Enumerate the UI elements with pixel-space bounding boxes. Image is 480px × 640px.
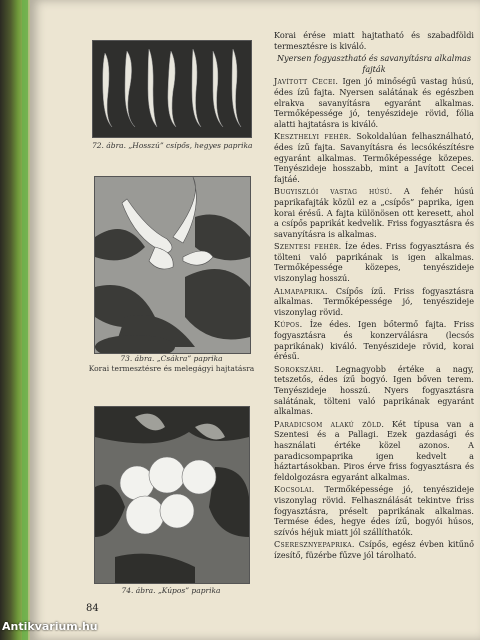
entry-text: Legnagyobb értéke a nagy, tetszetős, édes ízű bogyó. Igen bőven terem. Tenyészideje hosszú. Nyers fogyasztásra salátának, tölteni való paprikának egyaránt alkalmas. <box>274 363 474 417</box>
entry-sorokszari <box>274 364 474 417</box>
caption-fig73: 73. ábra. „Csákra” paprika <box>120 354 223 363</box>
photo-kupos-plant <box>94 406 250 584</box>
entry-keszthelyi-feher <box>274 131 474 184</box>
entry-name: Javított Cecei. <box>274 76 339 87</box>
entry-text: Termőképessége jó, tenyészideje viszonylag rövid. Felhasználását tekintve friss fogyasztásra, préselt paprikának alkalmas. Termése édes, hegye édes ízű, bogyói húsos, szívós héjuk miatt jól szállíthatók. <box>274 484 474 537</box>
text-column <box>274 30 474 563</box>
entry-name: Paradicsom alakú zöld. <box>274 418 385 429</box>
section-title: Nyersen fogyasztható és savanyításra alkalmas fajták <box>276 53 472 74</box>
entry-name: Kúpos. <box>274 319 303 330</box>
entry-text: Íze édes. Igen bőtermő fajta. Friss fogyasztásra és konzerválásra (lecsós paprikának) kiváló. Tenyészideje rövid, korai érésű. <box>274 319 475 362</box>
entry-paradicsom-alaku <box>274 419 474 483</box>
entry-name: Szentesi fehér. <box>274 241 342 252</box>
entry-kupos <box>274 319 474 361</box>
entry-javitott-cecei <box>274 76 474 129</box>
entry-name: Bugyiszlói vastag húsú. <box>274 186 393 197</box>
entry-text: Igen jó minőségű vastag húsú, édes ízű fajta. Nyersen salátának és egészben elrakva savanyításra egyaránt alkalmas. Termőképessége jó, tenyészideje rövid, fólia alatti hajtatásra is kiváló. <box>274 76 474 129</box>
page-number: 84 <box>86 603 99 614</box>
watermark: Antikvarium.hu <box>2 620 98 633</box>
entry-szentesi-feher <box>274 241 474 283</box>
caption-fig72: 72. ábra. „Hosszú” csípős, hegyes paprika <box>92 141 253 150</box>
entry-cseresznyepaprika <box>274 539 474 560</box>
photo-long-peppers <box>92 40 252 138</box>
entry-bugyiszloi <box>274 186 474 239</box>
kupos-illustration <box>95 407 249 583</box>
caption-fig73-sub: Korai termesztésre és melegágyi hajtatásra <box>88 364 255 373</box>
entry-text: A fehér húsú paprikafajták közül ez a „csípős” paprika, igen korai érésű. A fajta különösen ott keresett, ahol a csípős paprikát kedvelik. Friss fogyasztásra és savanyításra is alkalmas. <box>274 186 474 239</box>
entry-text: Két típusa van a Szentesi és a Pallagi. Ezek gazdasági és használati értéke közel azonos. A paradicsompaprika igen kedvelt a háztartásokban. Piros érve friss fogyasztásra és feldolgozásra egyaránt alkalmas. <box>274 418 474 482</box>
intro-paragraph: Korai érése miatt hajtatható és szabadföldi termesztésre is kiváló. <box>274 30 474 51</box>
csakra-illustration <box>95 177 250 353</box>
entry-text: Csípős, egész évben kitűnő ízesítő, füzérbe fűzve jól tárolható. <box>274 539 475 560</box>
entry-name: Almapaprika. <box>274 285 328 296</box>
photo-csakra-plant <box>94 176 251 354</box>
entry-name: Sorokszári. <box>274 363 324 374</box>
entry-almapaprika <box>274 286 474 318</box>
peppers-illustration <box>93 41 251 137</box>
entry-name: Cseresznyepaprika. <box>274 539 355 550</box>
green-page-edge <box>22 0 28 640</box>
entry-name: Kocsolai. <box>274 484 315 495</box>
caption-fig74: 74. ábra. „Kúpos” paprika <box>121 586 221 595</box>
entry-name: Keszthelyi fehér. <box>274 131 352 142</box>
entry-kocsolai <box>274 484 474 537</box>
book-page <box>30 0 480 640</box>
entry-text: Csípős ízű. Friss fogyasztásra alkalmas. Termőképessége jó, tenyészideje viszonylag rövid. <box>274 285 474 317</box>
entry-text: Sokoldalúan felhasználható, édes ízű fajta. Savanyításra és lecsókészítésre egyaránt alkalmas. Termőképessége közepes. Tenyészideje hosszabb, mint a Javított Cecei fajtáé. <box>274 131 474 184</box>
entry-text: Íze édes. Friss fogyasztásra és tölteni való paprikának is igen alkalmas. Termőképessége közepes, tenyészideje viszonylag hosszú. <box>274 241 474 284</box>
